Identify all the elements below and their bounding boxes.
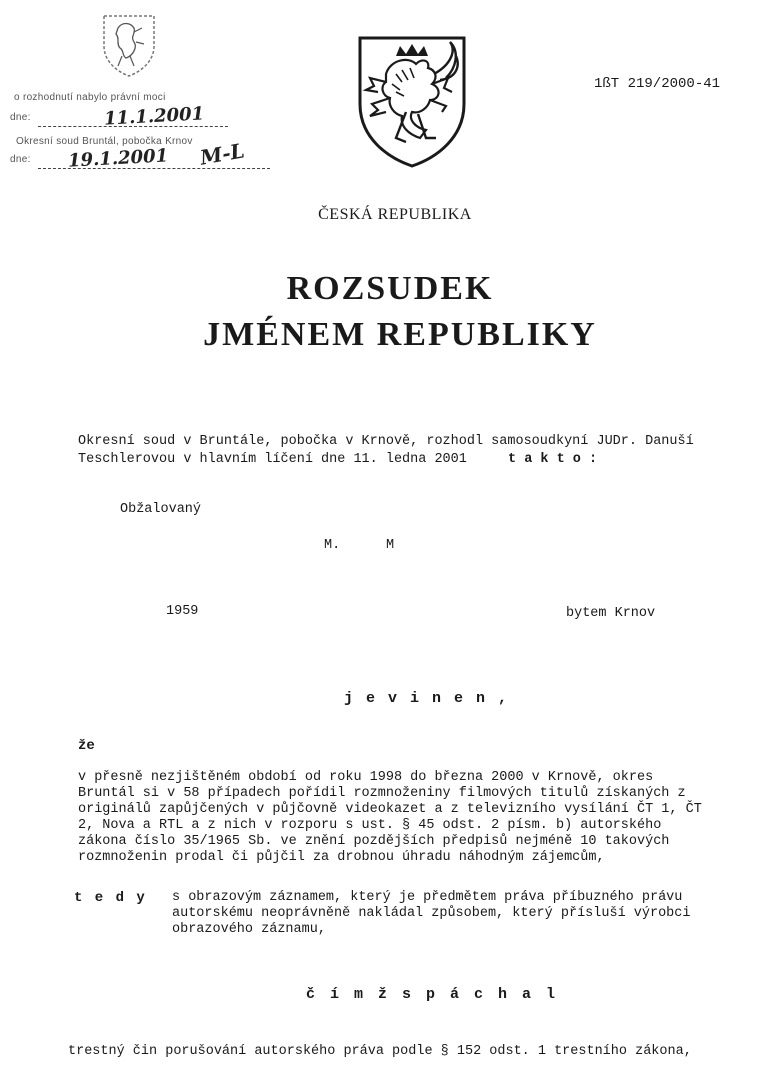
intro-line-1: Okresní soud v Bruntále, pobočka v Krnově, rozhodl samosoudkyní JUDr. Danuší (78, 434, 694, 449)
verdict: j e v i n e n , (344, 690, 510, 707)
facts-line: v přesně nezjištěném období od roku 1998 do března 2000 v Krnově, okres (78, 770, 654, 785)
cimz-spachal: č í m ž s p á c h a l (306, 986, 559, 1003)
stamp-date2-prefix: dne: (10, 154, 31, 165)
tedy-line: s obrazovým záznamem, který je předmětem práva příbuzného právu (172, 890, 683, 905)
stamp-date2: 19.1.2001 (67, 145, 169, 172)
page-title: ROZSUDEK (286, 270, 494, 307)
accused-residence: bytem Krnov (566, 606, 656, 621)
takto: t a k t o : (508, 452, 598, 467)
accused-initial-2: M (386, 538, 395, 553)
tedy-label: t e d y (74, 890, 147, 906)
ze-label: že (78, 738, 95, 754)
stamp-signature: M-L (198, 138, 247, 170)
facts-line: rozmnoženin prodal či půjčil za drobnou úhradu náhodným zájemcům, (78, 850, 605, 865)
country-heading: ČESKÁ REPUBLIKA (318, 206, 472, 223)
stamp-text-final: o rozhodnutí nabylo právní moci (14, 92, 166, 103)
stamp-date1-prefix: dne: (10, 112, 31, 123)
coat-of-arms-icon (356, 34, 468, 170)
tedy-line: autorskému neoprávněně nakládal způsobem, který přísluší výrobci (172, 906, 691, 921)
facts-line: Bruntál si v 58 případech pořídil rozmnoženiny filmových titulů získaných z (78, 786, 686, 801)
stamp-date1: 11.1.2001 (103, 103, 205, 130)
small-coat-of-arms-icon (100, 12, 158, 78)
stamp-court: Okresní soud Bruntál, pobočka Krnov (16, 136, 193, 147)
accused-year: 1959 (166, 604, 199, 619)
facts-line: 2, Nova a RTL a z nich v rozporu s ust. § 45 odst. 2 písm. b) autorského (78, 818, 662, 833)
accused-label: Obžalovaný (120, 502, 202, 517)
facts-line: zákona číslo 35/1965 Sb. ve znění pozdějších předpisů nejméně 10 takových (78, 834, 670, 849)
page-subtitle: JMÉNEM REPUBLIKY (203, 316, 597, 353)
facts-paragraph (78, 770, 702, 866)
case-number: 1ßT 219/2000-41 (594, 76, 721, 92)
intro-line-2: Teschlerovou v hlavním líčení dne 11. ledna 2001 (78, 452, 467, 467)
tedy-paragraph (172, 890, 690, 938)
tedy-line: obrazového záznamu, (172, 922, 326, 937)
facts-line: originálů zapůjčených v půjčovně videokazet a z televizního vysílání ČT 1, ČT (78, 802, 702, 817)
accused-initial-1: M. (324, 538, 341, 553)
offense-line: trestný čin porušování autorského práva podle § 152 odst. 1 trestního zákona, (68, 1044, 692, 1059)
stamp (8, 8, 283, 172)
